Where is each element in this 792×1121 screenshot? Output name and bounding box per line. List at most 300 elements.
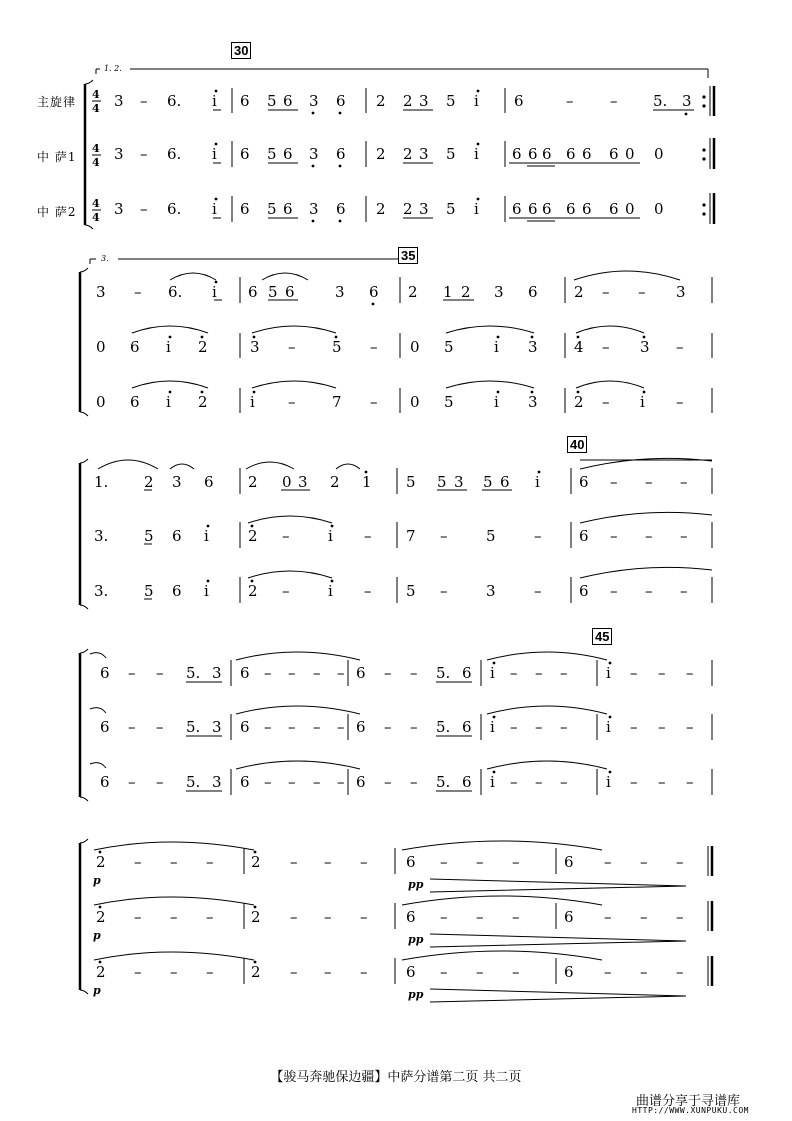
svg-text:5: 5	[267, 145, 277, 163]
svg-text:i: i	[204, 582, 209, 600]
svg-text:–: –	[440, 963, 448, 981]
svg-text:–: –	[658, 718, 666, 736]
svg-text:3: 3	[309, 92, 319, 110]
svg-text:6: 6	[566, 200, 576, 218]
svg-text:6: 6	[528, 145, 538, 163]
svg-text:3: 3	[172, 473, 182, 491]
svg-text:–: –	[686, 718, 694, 736]
svg-text:–: –	[658, 664, 666, 682]
system1-row-zhongsa2	[114, 200, 664, 218]
svg-text:2: 2	[96, 908, 106, 926]
svg-text:7: 7	[406, 527, 416, 545]
svg-text:3: 3	[640, 338, 650, 356]
svg-text:–: –	[476, 963, 484, 981]
svg-text:2: 2	[144, 473, 154, 491]
measure-number-35: 35	[398, 247, 418, 264]
time-sig-top: 4	[92, 88, 100, 101]
svg-text:3: 3	[250, 338, 260, 356]
svg-text:5: 5	[483, 473, 493, 491]
svg-text:5.: 5.	[186, 664, 201, 682]
svg-text:i: i	[166, 338, 171, 356]
svg-text:6: 6	[356, 664, 366, 682]
svg-text:5.: 5.	[653, 92, 668, 110]
svg-text:–: –	[510, 718, 518, 736]
volta-first-label: 1. 2.	[104, 64, 122, 73]
svg-text:i: i	[474, 145, 479, 163]
svg-text:–: –	[170, 908, 178, 926]
svg-text:–: –	[140, 92, 148, 110]
svg-text:3: 3	[309, 200, 319, 218]
svg-text:–: –	[476, 908, 484, 926]
svg-text:–: –	[360, 853, 368, 871]
measure-number-45: 45	[592, 628, 612, 645]
svg-text:6: 6	[204, 473, 214, 491]
svg-text:–: –	[535, 718, 543, 736]
svg-text:3: 3	[419, 200, 429, 218]
svg-text:–: –	[128, 718, 136, 736]
svg-text:–: –	[512, 963, 520, 981]
svg-text:6: 6	[579, 527, 589, 545]
svg-text:4: 4	[92, 156, 100, 169]
svg-text:6: 6	[514, 92, 524, 110]
svg-text:–: –	[337, 718, 345, 736]
svg-text:–: –	[140, 145, 148, 163]
svg-text:–: –	[282, 527, 290, 545]
svg-text:–: –	[290, 908, 298, 926]
svg-text:6: 6	[462, 773, 472, 791]
time-sig-bottom: 4	[92, 102, 100, 115]
svg-text:6: 6	[356, 773, 366, 791]
svg-text:3: 3	[335, 283, 345, 301]
svg-text:4: 4	[92, 211, 100, 224]
svg-text:6: 6	[336, 145, 346, 163]
svg-text:–: –	[288, 338, 296, 356]
svg-text:5: 5	[444, 393, 454, 411]
volta-third-label: 3.	[101, 254, 109, 263]
svg-text:–: –	[384, 718, 392, 736]
svg-text:–: –	[282, 582, 290, 600]
svg-text:0: 0	[654, 145, 664, 163]
part-label-zhongsa-1: 中 萨1	[37, 150, 77, 164]
svg-text:5: 5	[268, 283, 278, 301]
svg-text:6: 6	[172, 582, 182, 600]
svg-text:2: 2	[96, 963, 106, 981]
svg-text:2: 2	[248, 582, 258, 600]
svg-text:–: –	[676, 338, 684, 356]
svg-text:6: 6	[406, 908, 416, 926]
svg-text:–: –	[602, 283, 610, 301]
svg-text:6: 6	[248, 283, 258, 301]
svg-text:i: i	[212, 145, 217, 163]
svg-text:–: –	[324, 908, 332, 926]
svg-text:–: –	[134, 283, 142, 301]
svg-text:–: –	[313, 773, 321, 791]
svg-text:6: 6	[369, 283, 379, 301]
svg-text:3.: 3.	[94, 527, 109, 545]
svg-text:6: 6	[240, 92, 250, 110]
svg-text:–: –	[604, 908, 612, 926]
svg-text:6: 6	[240, 718, 250, 736]
svg-text:5: 5	[406, 582, 416, 600]
svg-text:i: i	[490, 773, 495, 791]
svg-text:5: 5	[486, 527, 496, 545]
svg-text:i: i	[494, 393, 499, 411]
svg-text:3: 3	[114, 92, 124, 110]
svg-text:2: 2	[403, 145, 413, 163]
svg-text:–: –	[170, 963, 178, 981]
svg-text:–: –	[264, 664, 272, 682]
system4-notes	[100, 664, 694, 791]
svg-text:3: 3	[676, 283, 686, 301]
svg-text:–: –	[324, 963, 332, 981]
svg-text:–: –	[630, 664, 638, 682]
svg-text:5: 5	[406, 473, 416, 491]
svg-text:–: –	[534, 582, 542, 600]
svg-text:–: –	[170, 853, 178, 871]
svg-text:6: 6	[582, 145, 592, 163]
svg-text:5.: 5.	[186, 773, 201, 791]
svg-text:2: 2	[403, 92, 413, 110]
svg-text:–: –	[134, 963, 142, 981]
svg-text:–: –	[535, 664, 543, 682]
svg-text:–: –	[476, 853, 484, 871]
svg-text:–: –	[288, 718, 296, 736]
svg-text:–: –	[510, 664, 518, 682]
svg-text:5: 5	[446, 145, 456, 163]
svg-text:–: –	[384, 664, 392, 682]
svg-text:–: –	[288, 393, 296, 411]
svg-text:–: –	[313, 664, 321, 682]
watermark-url: HTTP://WWW.XUNPUKU.COM	[632, 1106, 749, 1115]
svg-text:–: –	[364, 582, 372, 600]
svg-text:6: 6	[500, 473, 510, 491]
svg-text:5: 5	[144, 527, 154, 545]
svg-text:–: –	[410, 718, 418, 736]
svg-text:2: 2	[198, 393, 208, 411]
svg-text:0: 0	[625, 200, 635, 218]
svg-text:–: –	[640, 853, 648, 871]
svg-text:6: 6	[240, 145, 250, 163]
svg-text:2: 2	[403, 200, 413, 218]
svg-text:3.: 3.	[94, 582, 109, 600]
svg-text:6: 6	[542, 200, 552, 218]
svg-text:4: 4	[92, 142, 100, 155]
svg-text:–: –	[640, 908, 648, 926]
svg-text:–: –	[610, 473, 618, 491]
svg-text:i: i	[212, 92, 217, 110]
svg-text:–: –	[440, 853, 448, 871]
svg-text:4: 4	[574, 338, 584, 356]
svg-text:–: –	[645, 473, 653, 491]
svg-text:–: –	[440, 527, 448, 545]
part-label-zhongsa-2: 中 萨2	[37, 205, 77, 219]
svg-text:0: 0	[654, 200, 664, 218]
decrescendo-hairpin	[430, 934, 686, 947]
svg-text:5.: 5.	[186, 718, 201, 736]
svg-text:–: –	[264, 718, 272, 736]
svg-text:–: –	[535, 773, 543, 791]
svg-text:–: –	[410, 664, 418, 682]
svg-text:–: –	[156, 664, 164, 682]
svg-text:–: –	[128, 773, 136, 791]
measure-number-30: 30	[231, 42, 251, 59]
svg-text:–: –	[610, 92, 618, 110]
svg-text:–: –	[630, 718, 638, 736]
svg-text:2: 2	[251, 853, 261, 871]
svg-text:–: –	[156, 773, 164, 791]
svg-text:2: 2	[408, 283, 418, 301]
svg-text:0: 0	[282, 473, 292, 491]
svg-text:6: 6	[579, 473, 589, 491]
svg-text:2: 2	[461, 283, 471, 301]
system1-row-melody	[114, 92, 692, 110]
svg-text:–: –	[610, 527, 618, 545]
svg-text:–: –	[676, 853, 684, 871]
svg-text:–: –	[680, 473, 688, 491]
svg-text:5: 5	[444, 338, 454, 356]
svg-text:2: 2	[574, 283, 584, 301]
svg-text:6: 6	[356, 718, 366, 736]
svg-text:6: 6	[564, 908, 574, 926]
svg-text:i: i	[328, 527, 333, 545]
svg-text:–: –	[680, 527, 688, 545]
svg-text:5: 5	[446, 92, 456, 110]
svg-text:–: –	[534, 527, 542, 545]
svg-text:5.: 5.	[436, 664, 451, 682]
svg-text:3: 3	[528, 393, 538, 411]
svg-text:–: –	[364, 527, 372, 545]
svg-text:0: 0	[96, 393, 106, 411]
svg-text:–: –	[640, 963, 648, 981]
svg-text:–: –	[686, 773, 694, 791]
svg-text:0: 0	[96, 338, 106, 356]
svg-text:3: 3	[454, 473, 464, 491]
svg-text:3: 3	[212, 664, 222, 682]
svg-text:–: –	[337, 773, 345, 791]
svg-text:3: 3	[494, 283, 504, 301]
svg-text:–: –	[645, 527, 653, 545]
svg-text:i: i	[204, 527, 209, 545]
svg-text:0: 0	[625, 145, 635, 163]
svg-text:2: 2	[248, 527, 258, 545]
svg-text:2: 2	[574, 393, 584, 411]
svg-text:–: –	[290, 853, 298, 871]
svg-text:6: 6	[462, 718, 472, 736]
svg-text:i: i	[640, 393, 645, 411]
svg-text:0: 0	[410, 393, 420, 411]
dynamic-p: p	[93, 874, 101, 887]
page-footer: 【骏马奔驰保边疆】中萨分谱第二页 共二页	[270, 1070, 522, 1085]
svg-text:5: 5	[446, 200, 456, 218]
svg-text:2: 2	[96, 853, 106, 871]
svg-text:–: –	[638, 283, 646, 301]
svg-text:–: –	[510, 773, 518, 791]
svg-text:2: 2	[248, 473, 258, 491]
svg-text:3: 3	[419, 145, 429, 163]
svg-text:6: 6	[336, 200, 346, 218]
svg-text:6: 6	[283, 92, 293, 110]
svg-text:6: 6	[172, 527, 182, 545]
watermark-text: 曲谱分享于寻谱库	[636, 1094, 741, 1109]
svg-text:6: 6	[240, 200, 250, 218]
svg-text:2: 2	[198, 338, 208, 356]
svg-text:–: –	[440, 582, 448, 600]
svg-text:6.: 6.	[167, 200, 182, 218]
svg-text:–: –	[290, 963, 298, 981]
svg-text:i: i	[606, 773, 611, 791]
svg-text:–: –	[658, 773, 666, 791]
svg-text:–: –	[134, 853, 142, 871]
dynamic-pp: pp	[408, 933, 424, 946]
svg-text:2: 2	[330, 473, 340, 491]
svg-text:3: 3	[298, 473, 308, 491]
svg-text:i: i	[606, 718, 611, 736]
svg-text:6: 6	[285, 283, 295, 301]
svg-text:6: 6	[100, 718, 110, 736]
svg-text:–: –	[560, 718, 568, 736]
svg-text:i: i	[328, 582, 333, 600]
svg-text:–: –	[440, 908, 448, 926]
svg-text:i: i	[166, 393, 171, 411]
svg-text:6: 6	[512, 200, 522, 218]
measure-number-40: 40	[567, 436, 587, 453]
svg-text:3: 3	[682, 92, 692, 110]
svg-text:6: 6	[100, 664, 110, 682]
svg-text:i: i	[474, 92, 479, 110]
svg-text:–: –	[156, 718, 164, 736]
svg-text:–: –	[206, 963, 214, 981]
svg-text:6: 6	[566, 145, 576, 163]
svg-text:i: i	[490, 664, 495, 682]
svg-text:6.: 6.	[168, 283, 183, 301]
svg-text:–: –	[360, 908, 368, 926]
svg-text:6: 6	[336, 92, 346, 110]
svg-text:–: –	[337, 664, 345, 682]
svg-text:–: –	[410, 773, 418, 791]
svg-text:6: 6	[240, 664, 250, 682]
svg-text:3: 3	[114, 200, 124, 218]
svg-text:6: 6	[100, 773, 110, 791]
svg-text:2: 2	[376, 145, 386, 163]
svg-text:i: i	[490, 718, 495, 736]
svg-text:–: –	[206, 908, 214, 926]
svg-text:6: 6	[462, 664, 472, 682]
svg-text:–: –	[264, 773, 272, 791]
svg-text:6: 6	[564, 853, 574, 871]
svg-text:–: –	[566, 92, 574, 110]
svg-text:2: 2	[376, 92, 386, 110]
svg-text:–: –	[676, 963, 684, 981]
svg-text:6: 6	[528, 283, 538, 301]
svg-text:–: –	[313, 718, 321, 736]
svg-text:6: 6	[283, 145, 293, 163]
svg-text:i: i	[250, 393, 255, 411]
svg-text:1: 1	[443, 283, 453, 301]
svg-text:–: –	[288, 773, 296, 791]
svg-text:–: –	[324, 853, 332, 871]
svg-text:–: –	[140, 200, 148, 218]
decrescendo-hairpin	[430, 989, 686, 1002]
svg-text:6: 6	[130, 393, 140, 411]
svg-text:–: –	[602, 393, 610, 411]
svg-text:–: –	[560, 773, 568, 791]
svg-text:6.: 6.	[167, 92, 182, 110]
svg-text:6: 6	[542, 145, 552, 163]
svg-text:–: –	[560, 664, 568, 682]
svg-text:3: 3	[212, 718, 222, 736]
svg-text:3: 3	[419, 92, 429, 110]
svg-text:2: 2	[251, 908, 261, 926]
svg-text:5: 5	[267, 92, 277, 110]
svg-text:–: –	[288, 664, 296, 682]
svg-text:–: –	[686, 664, 694, 682]
svg-text:1: 1	[362, 473, 372, 491]
svg-text:–: –	[360, 963, 368, 981]
system1-row-zhongsa1	[114, 145, 664, 163]
dynamic-pp: pp	[408, 878, 424, 891]
svg-text:3: 3	[96, 283, 106, 301]
svg-text:–: –	[610, 582, 618, 600]
svg-text:–: –	[128, 664, 136, 682]
svg-text:3: 3	[309, 145, 319, 163]
svg-text:–: –	[206, 853, 214, 871]
svg-text:–: –	[630, 773, 638, 791]
svg-text:–: –	[512, 853, 520, 871]
svg-text:6: 6	[512, 145, 522, 163]
svg-text:–: –	[676, 393, 684, 411]
dynamic-pp: pp	[408, 988, 424, 1001]
svg-text:i: i	[212, 200, 217, 218]
svg-text:i: i	[212, 283, 217, 301]
svg-text:i: i	[535, 473, 540, 491]
svg-text:i: i	[606, 664, 611, 682]
svg-text:5: 5	[144, 582, 154, 600]
svg-text:6: 6	[609, 200, 619, 218]
svg-text:5.: 5.	[436, 773, 451, 791]
svg-text:6: 6	[283, 200, 293, 218]
svg-text:–: –	[370, 393, 378, 411]
svg-text:–: –	[134, 908, 142, 926]
svg-text:i: i	[474, 200, 479, 218]
svg-text:2: 2	[251, 963, 261, 981]
svg-text:6: 6	[609, 145, 619, 163]
svg-text:6: 6	[406, 963, 416, 981]
svg-text:–: –	[676, 908, 684, 926]
svg-text:5.: 5.	[436, 718, 451, 736]
svg-text:–: –	[602, 338, 610, 356]
dynamic-p: p	[93, 984, 101, 997]
svg-text:4: 4	[92, 197, 100, 210]
svg-text:6: 6	[130, 338, 140, 356]
svg-text:3: 3	[114, 145, 124, 163]
svg-text:–: –	[370, 338, 378, 356]
svg-text:2: 2	[376, 200, 386, 218]
svg-text:–: –	[384, 773, 392, 791]
svg-text:–: –	[604, 963, 612, 981]
svg-text:6: 6	[564, 963, 574, 981]
svg-text:6: 6	[240, 773, 250, 791]
svg-text:–: –	[512, 908, 520, 926]
svg-text:3: 3	[212, 773, 222, 791]
svg-text:3: 3	[486, 582, 496, 600]
svg-text:7: 7	[332, 393, 342, 411]
svg-text:6: 6	[579, 582, 589, 600]
svg-text:–: –	[680, 582, 688, 600]
svg-text:–: –	[645, 582, 653, 600]
svg-text:5: 5	[332, 338, 342, 356]
dynamic-p: p	[93, 929, 101, 942]
svg-text:6: 6	[406, 853, 416, 871]
